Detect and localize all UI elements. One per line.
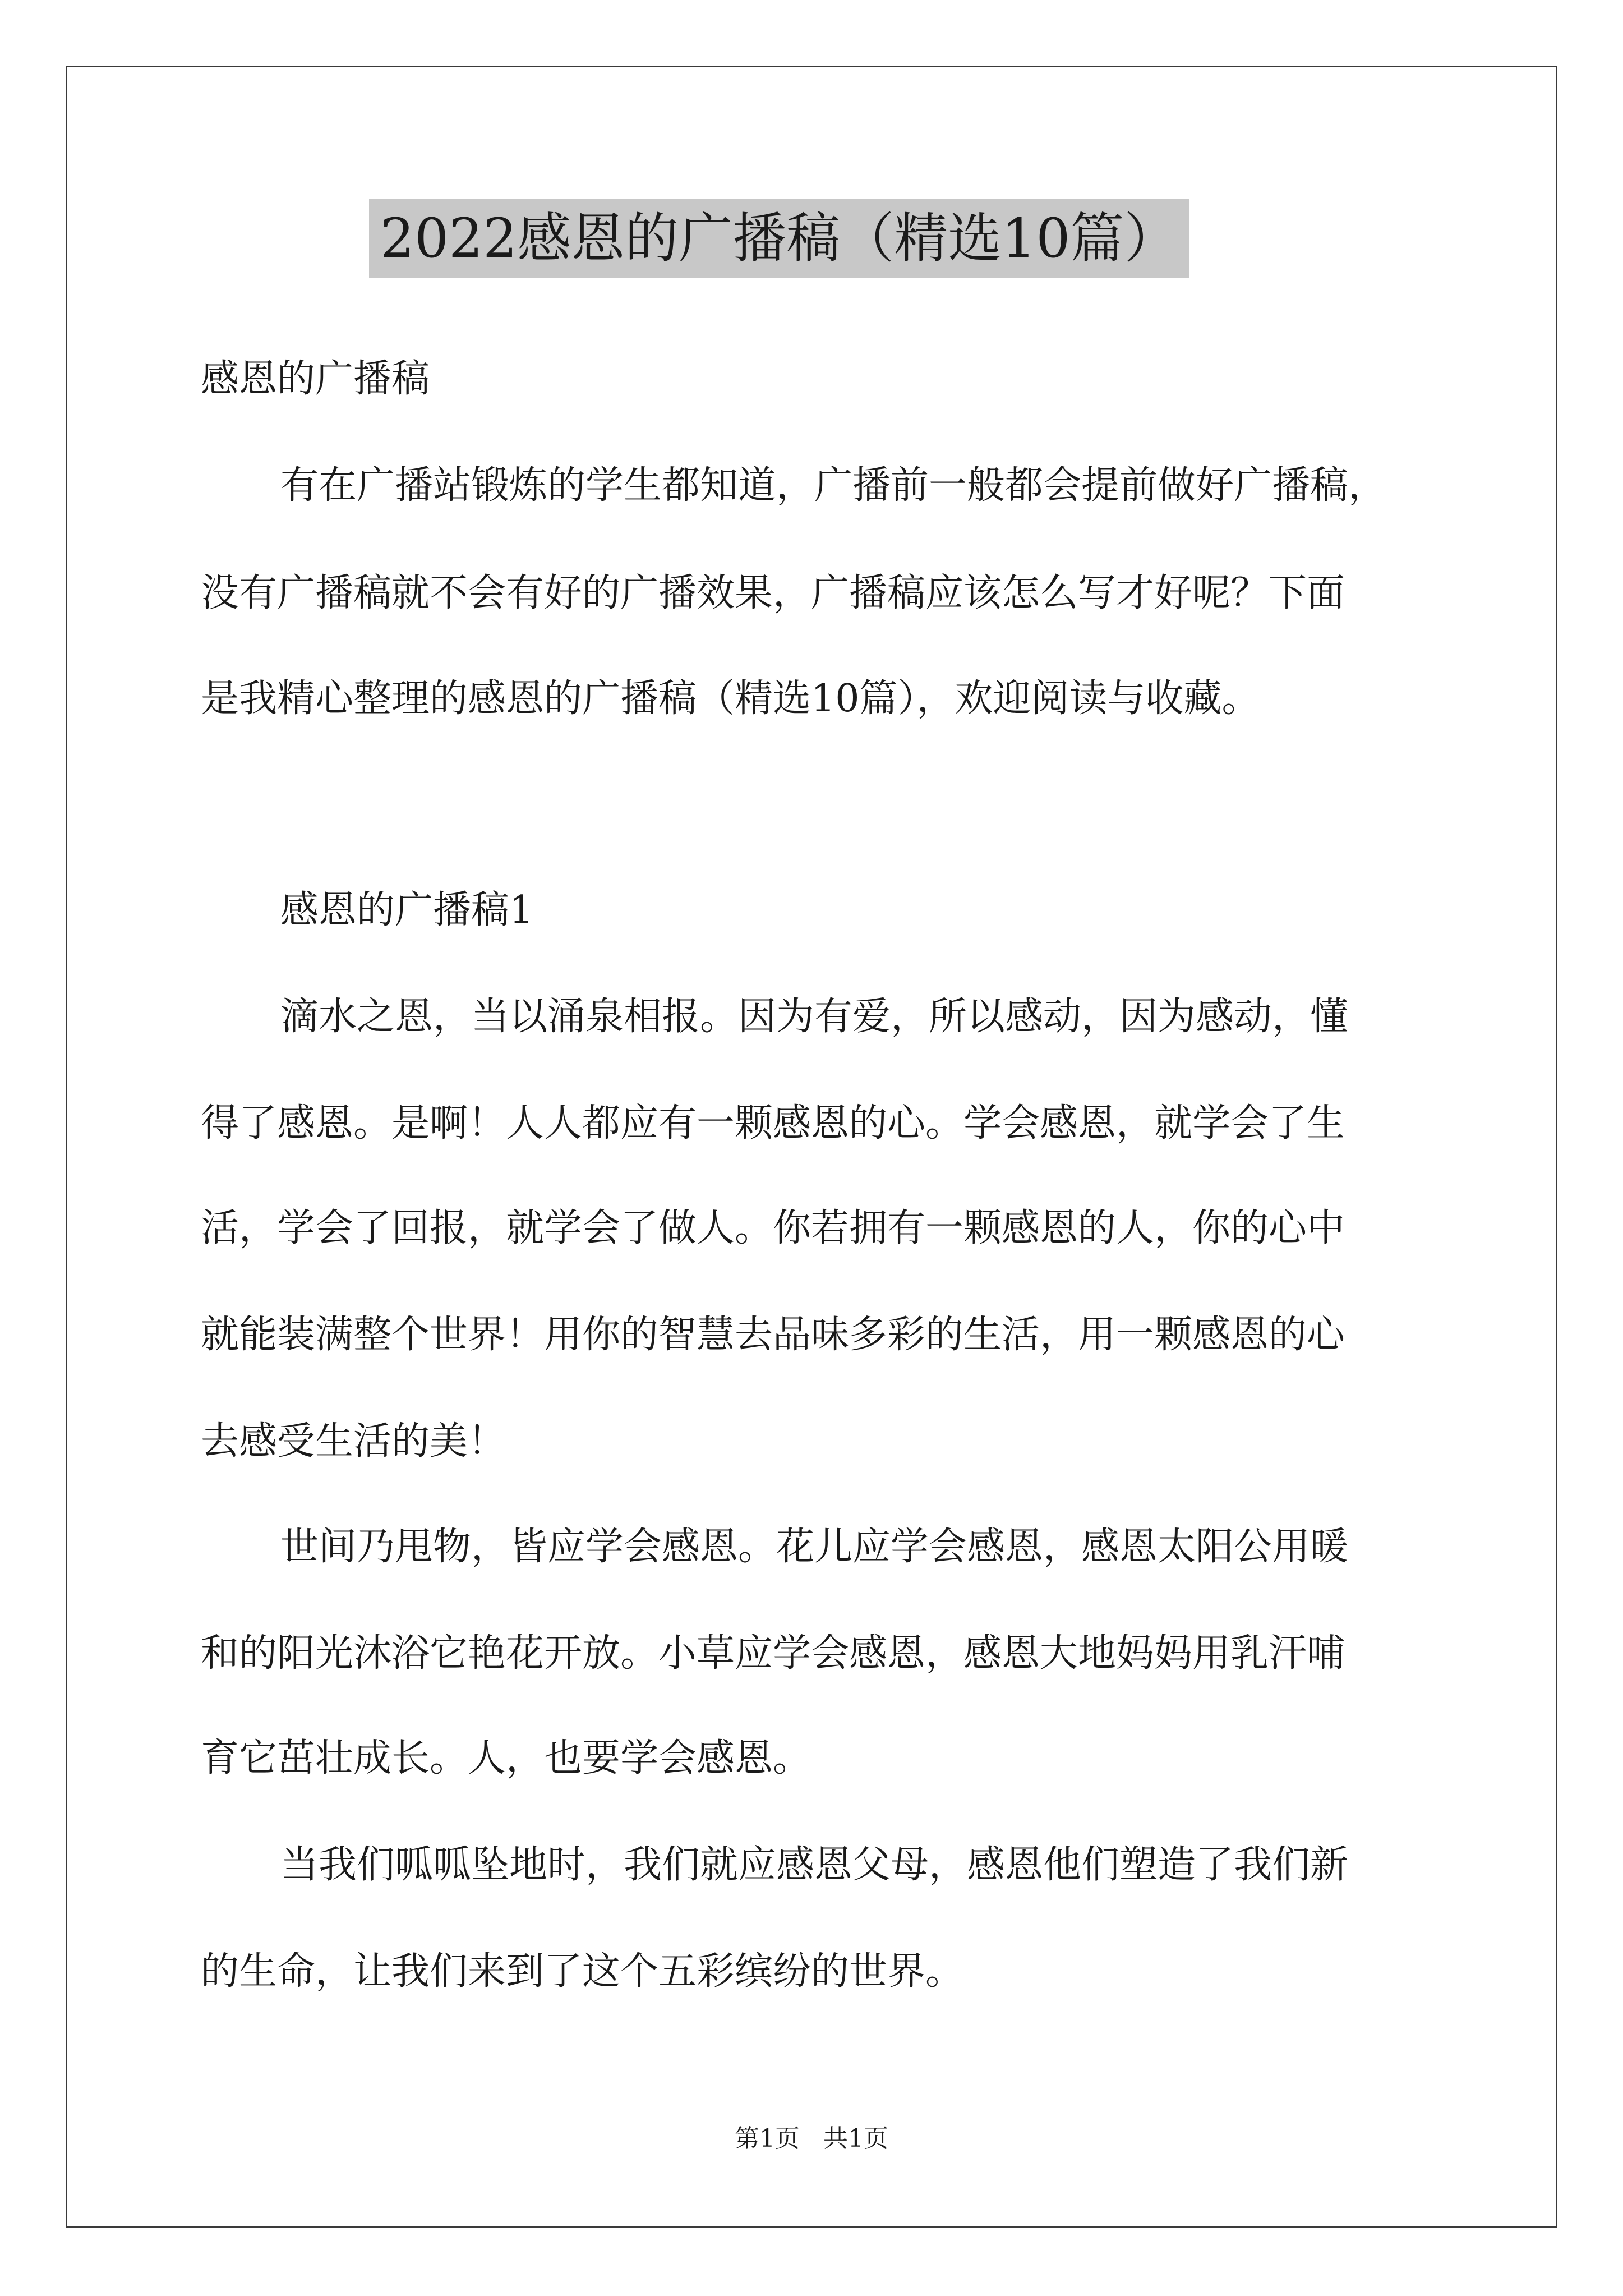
para2-line-2: 和的阳光沐浴它艳花开放。小草应学会感恩，感恩大地妈妈用乳汗哺	[201, 1631, 1345, 1676]
para1-line-4: 就能装满整个世界！用你的智慧去品味多彩的生活，用一颗感恩的心	[201, 1313, 1345, 1357]
document-heading: 感恩的广播稿	[201, 357, 430, 401]
intro-line-3: 是我精心整理的感恩的广播稿（精选10篇），欢迎阅读与收藏。	[201, 677, 1260, 721]
intro-line-1: 有在广播站锻炼的学生都知道，广播前一般都会提前做好广播稿，	[280, 463, 1387, 508]
document-title: 2022感恩的广播稿（精选10篇）	[369, 199, 1189, 278]
para2-line-3: 育它茁壮成长。人，也要学会感恩。	[201, 1736, 811, 1780]
page-footer	[0, 2122, 1623, 2156]
page-number: 第1页	[735, 2124, 800, 2153]
para1-line-3: 活，学会了回报，就学会了做人。你若拥有一颗感恩的人，你的心中	[201, 1206, 1345, 1250]
total-pages: 共1页	[823, 2124, 888, 2153]
para3-line-2: 的生命，让我们来到了这个五彩缤纷的世界。	[201, 1949, 964, 1994]
para1-line-1: 滴水之恩，当以涌泉相报。因为有爱，所以感动，因为感动，懂	[280, 995, 1349, 1039]
section-title: 感恩的广播稿1	[280, 888, 534, 932]
para1-line-2: 得了感恩。是啊！人人都应有一颗感恩的心。学会感恩，就学会了生	[201, 1101, 1345, 1145]
para3-line-1: 当我们呱呱坠地时，我们就应感恩父母，感恩他们塑造了我们新	[280, 1843, 1349, 1887]
intro-line-2: 没有广播稿就不会有好的广播效果，广播稿应该怎么写才好呢？下面	[201, 571, 1345, 615]
para2-line-1: 世间乃甩物，皆应学会感恩。花儿应学会感恩，感恩太阳公用暖	[280, 1525, 1349, 1569]
para1-line-5: 去感受生活的美！	[201, 1419, 506, 1464]
